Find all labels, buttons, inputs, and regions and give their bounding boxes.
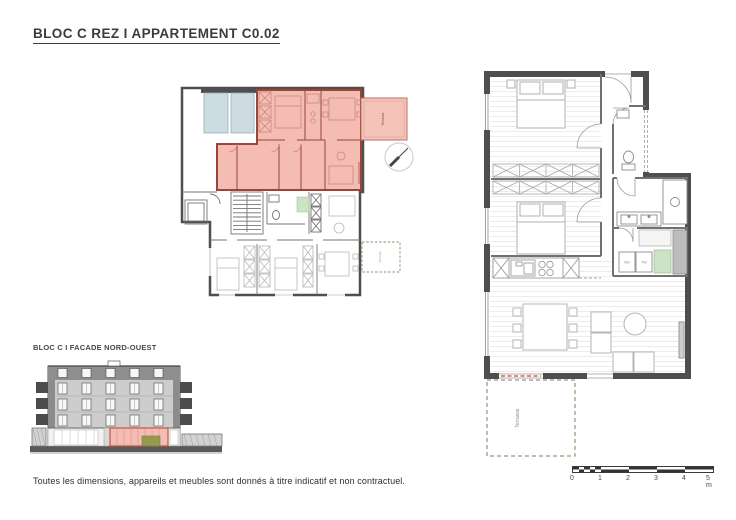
utility-counter — [639, 230, 671, 246]
toilet-icon — [622, 164, 635, 170]
overview-plan-drawing — [175, 82, 415, 297]
green-cabinet — [654, 250, 671, 273]
washer-label: WS — [624, 260, 630, 265]
tv — [679, 322, 684, 358]
scale-bar-graphic — [572, 466, 714, 473]
facade-elevation — [30, 352, 225, 464]
scale-tick-4: 4 — [682, 475, 686, 482]
scale-tick-3: 3 — [654, 475, 658, 482]
facade-highlight — [110, 428, 168, 446]
shower-icon — [663, 180, 687, 224]
scale-bar — [570, 466, 716, 489]
facade-olive-unit — [142, 436, 160, 446]
detail-terrace — [487, 380, 575, 456]
disclaimer: Toutes les dimensions, appareils et meubles sont donnés à titre indicatif et non contractuel. — [33, 476, 406, 486]
detail-floor-plan — [483, 66, 718, 466]
detail-terrace-label: Terrasse — [515, 408, 521, 428]
bedroom-1 — [507, 80, 575, 128]
sink-icon — [617, 110, 629, 118]
dryer-label: TW — [641, 260, 647, 265]
scale-tick-0: 0 — [570, 475, 574, 482]
shaft — [673, 230, 687, 274]
facade-title: BLOC C I FACADE NORD-OUEST — [33, 343, 157, 352]
scale-tick-5: 5 m — [706, 475, 712, 489]
dining-table — [523, 304, 567, 350]
detail-plan-drawing — [483, 66, 718, 466]
scale-bar-subdivisions — [573, 467, 601, 472]
scale-tick-2: 2 — [626, 475, 630, 482]
bedroom-2 — [517, 202, 565, 254]
scale-tick-1: 1 — [598, 475, 602, 482]
lower-terrace-label: Terrasse — [378, 251, 382, 263]
facade-drawing-svg — [30, 352, 225, 464]
upper-terrace — [361, 98, 407, 140]
north-arrow-icon — [385, 143, 413, 171]
kitchen-green-unit — [297, 197, 309, 212]
sofa — [591, 312, 611, 332]
ground-line — [30, 446, 222, 453]
upper-terrace-label: Terrasse — [381, 112, 385, 126]
overview-floor-plan — [175, 82, 415, 297]
lower-terrace — [362, 242, 400, 272]
coffee-table — [624, 313, 646, 335]
page-title: BLOC C REZ I APPARTEMENT C0.02 — [33, 26, 280, 44]
